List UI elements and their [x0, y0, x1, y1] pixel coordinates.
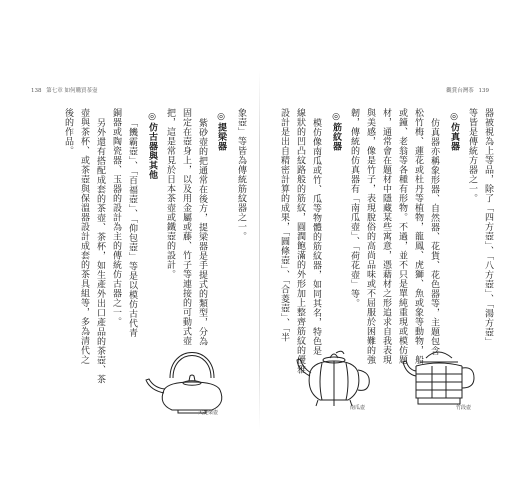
figure-caption: 竹段壺 [456, 405, 472, 411]
text-column: 壺與茶杯、或茶壺與保溫器設計成套的茶具組等，多為清代之 [79, 108, 89, 365]
text-column: 另外還有搭配成套的茶壺、茶杯，如生產外出口產品的茶壺、茶 [95, 118, 105, 384]
text-column: 等皆是傳統方器之一。 [467, 108, 477, 203]
section-heading-imitation-pot: ◎仿真器 [449, 112, 459, 151]
section-heading-antique-pot: ◎仿古器與其他 [147, 112, 157, 180]
left-header-title: 如何購買茶壺 [64, 88, 98, 94]
text-column: 象壺」等皆為傳統筋紋器之一。 [236, 108, 246, 241]
text-column: 後的作品。 [63, 108, 73, 156]
text-column: 銅器或陶瓷器、玉器的設計為主的傳統仿古器之一。 [111, 108, 121, 327]
text-column: 韌，傳統的仿真器有「南瓜壺」、「荷花壺」等。 [349, 108, 359, 308]
right-page [260, 0, 520, 500]
text-column: 與美感，像是竹子，表現脫俗的高尚品味或不屈服於困難的強 [365, 108, 375, 365]
text-column: 把，這是常見於日本茶壺或鐵壺的設計。 [165, 108, 175, 279]
figure-caption: 大提梁壺 [198, 410, 219, 416]
figure-caption: 南瓜壺 [350, 405, 366, 411]
text-column: 仿真器亦稱象形器、自然器、花貨、花色器等，主題包含 [429, 118, 439, 356]
left-chapter-label: 第七章 [46, 88, 63, 94]
section-heading-handle-pot: ◎提梁器 [216, 112, 226, 151]
text-column: 或鐘、老翁等各種有形物。不過，並不只是單純重現或模仿題 [397, 108, 407, 365]
text-column: 松竹梅、蓮花或杜丹等植物，龍鳳、虎獅、魚或象等動物，船 [413, 108, 423, 365]
text-column: 線狀的凹凸紋路般的筋紋，圓潤飽滿的外形加上整齊筋紋的優雅 [295, 108, 305, 374]
right-page-header [446, 86, 492, 94]
text-column: 「饑霸壺」、「百福壺」、「仰包壺」等是以模仿古代青 [127, 118, 137, 338]
right-page-number: 139 [478, 88, 489, 94]
text-column: 紫砂壺的把通常在後方，提梁器是手提式的類型，分為 [197, 118, 207, 346]
left-page-header [28, 86, 98, 94]
pumpkin-teapot-illustration [296, 346, 372, 408]
text-column: 模仿像南瓜或竹、瓜等物體的筋紋器，如同其名，特色是 [311, 118, 321, 356]
section-heading-ribbed-pot: ◎筋紋器 [331, 112, 341, 151]
bamboo-teapot-illustration [402, 346, 476, 408]
left-page-number: 138 [31, 88, 42, 94]
text-column: 設計是出自精密計算的成果，「圓條壺」、「合菱壺」、「半 [279, 108, 289, 342]
right-header-title: 觀賞台灣茶 [446, 88, 474, 94]
text-column: 材，通常會在題材中隱藏某些寓意，憑藉材之形追求自我表現 [381, 108, 391, 365]
text-column: 固定在壺身上，以及用金屬或藤、竹子等連接的可動式壺 [181, 108, 191, 346]
big-handle-teapot-illustration [142, 338, 242, 418]
text-column: 器被視為上等品，除了「四方壺」、「八方壺」、「湯方壺」 [483, 108, 493, 347]
